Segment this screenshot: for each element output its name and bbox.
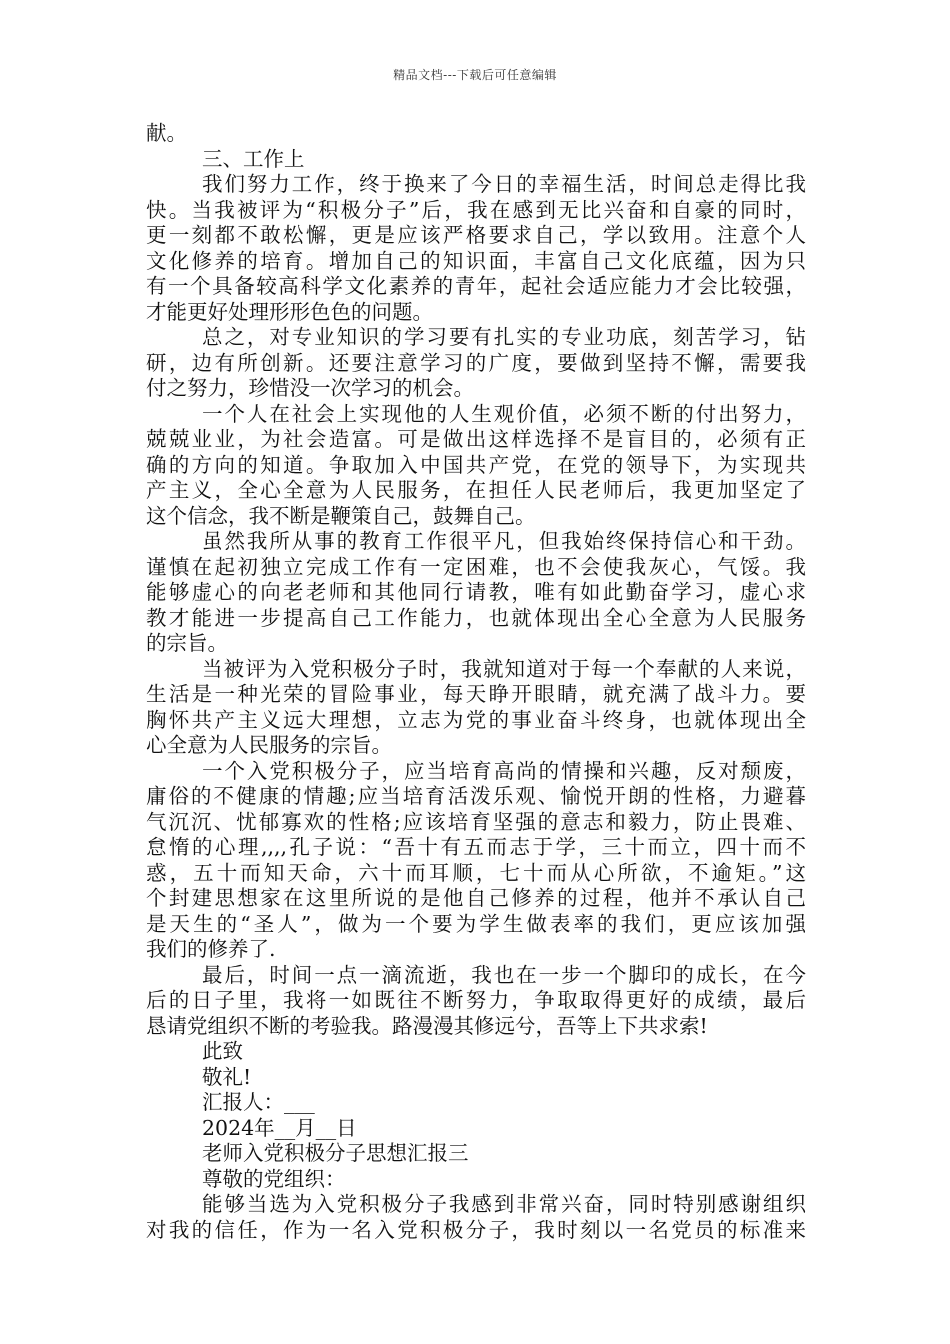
text-line: 个封建思想家在这里所说的是他自己修养的过程，他并不承认自己 [146,886,806,910]
text-line: 文化修养的培育。增加自己的知识面，丰富自己文化底蕴，因为只 [146,248,806,273]
text-line: 当被评为入党积极分子时，我就知道对于每一个奉献的人来说， [202,656,806,681]
text-line: 我们的修养了. [146,937,276,961]
text-line: 尊敬的党组织： [202,1166,346,1191]
text-line: 惑，五十而知天命，六十而耳顺，七十而从心所欲，不逾矩。”这 [146,860,806,885]
text-line: 我们努力工作，终于换来了今日的幸福生活，时间总走得比我 [202,172,806,196]
text-line: 后的日子里，我将一如既往不断努力，争取取得更好的成绩，最后 [146,988,806,1012]
text-line: 生活是一种光荣的冒险事业，每天睁开眼睛，就充满了战斗力。要 [146,682,806,706]
text-line: 汇报人：___ [202,1090,315,1114]
text-line: 付之努力，珍惜没一次学习的机会。 [146,376,474,400]
text-line: 胸怀共产主义远大理想，立志为党的事业奋斗终身，也就体现出全 [146,707,806,732]
text-line: 产主义，全心全意为人民服务，在担任人民老师后，我更加坚定了 [146,478,806,502]
text-line: 对我的信任，作为一名入党积极分子，我时刻以一名党员的标准来 [146,1217,806,1242]
text-line: 研，边有所创新。还要注意学习的广度，要做到坚持不懈，需要我 [146,350,806,375]
page-header: 精品文档---下载后可任意编辑 [393,68,557,82]
text-line: 庸俗的不健康的情趣;应当培育活泼乐观、愉悦开朗的性格，力避暮 [146,784,806,808]
text-line: 教才能进一步提高自己工作能力，也就体现出全心全意为人民服务 [146,605,806,630]
text-line: 献。 [146,121,187,145]
text-line: 心全意为人民服务的宗旨。 [146,733,392,757]
text-line: 兢兢业业，为社会造富。可是做出这样选择不是盲目的，必须有正 [146,427,806,451]
text-line: 能够虚心的向老老师和其他同行请教，唯有如此勤奋学习，虚心求 [146,580,806,604]
text-line: 三、工作上 [202,146,305,171]
text-line: 才能更好处理形形色色的问题。 [146,299,433,324]
text-line: 一个入党积极分子，应当培育高尚的情操和兴趣，反对颓废， [202,758,806,783]
text-line: 更一刻都不敢松懈，更是应该严格要求自己，学以致用。注意个人 [146,223,806,247]
text-line: 的宗旨。 [146,631,228,655]
text-line: 有一个具备较高科学文化素养的青年，起社会适应能力才会比较强， [146,274,806,298]
text-line: 敬礼! [202,1064,252,1089]
text-line: 是天生的“圣人”，做为一个要为学生做表率的我们，更应该加强 [146,911,806,936]
text-line: 这个信念，我不断是鞭策自己，鼓舞自己。 [146,503,536,528]
text-line: 确的方向的知道。争取加入中国共产党，在党的领导下，为实现共 [146,452,806,477]
text-line: 怠惰的心理,,,,孔子说：“吾十有五而志于学，三十而立，四十而不 [146,835,806,859]
text-line: 快。当我被评为“积极分子”后，我在感到无比兴奋和自豪的同时， [146,197,806,222]
text-line: 气沉沉、忧郁寡欢的性格;应该培育坚强的意志和毅力，防止畏难、 [146,809,806,834]
text-line: 总之，对专业知识的学习要有扎实的专业功底，刻苦学习，钻 [202,325,806,349]
text-line: 老师入党积极分子思想汇报三 [202,1141,469,1165]
text-line: 最后，时间一点一滴流逝，我也在一步一个脚印的成长，在今 [202,962,806,987]
text-line: 2024年__月__日 [202,1115,357,1140]
text-line: 一个人在社会上实现他的人生观价值，必须不断的付出努力， [202,401,806,426]
text-line: 能够当选为入党积极分子我感到非常兴奋，同时特别感谢组织 [202,1192,806,1216]
text-line: 此致 [202,1039,243,1063]
document-body [146,121,806,1243]
text-line: 谨慎在起初独立完成工作有一定困难，也不会使我灰心，气馁。我 [146,554,806,579]
text-line: 恳请党组织不断的考验我。路漫漫其修远兮，吾等上下共求索! [146,1013,708,1038]
text-line: 虽然我所从事的教育工作很平凡，但我始终保持信心和干劲。 [202,529,806,553]
